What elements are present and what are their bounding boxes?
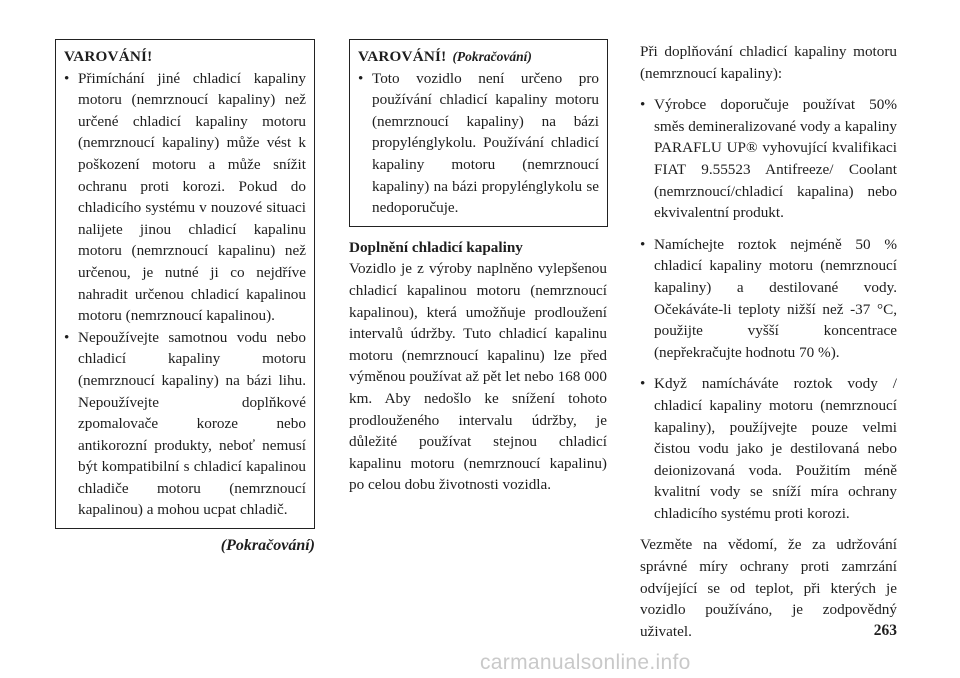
closing-paragraph: Vezměte na vědomí, že za udržování správné míry ochrany proti zamrzání odvíjející se od teplot, při kterých je vozidlo používáno, je zodpovědný uživatel. [640, 536, 897, 640]
column-middle [349, 39, 607, 496]
warning-box [55, 39, 315, 529]
intro-paragraph: Při doplňování chladicí kapaliny motoru (nemrznoucí kapaliny): [640, 43, 897, 82]
continued-label: (Pokračování) [220, 537, 315, 555]
page-number: 263 [873, 622, 897, 639]
warning-item: • Toto vozidlo není určeno pro používání chladicí kapaliny motoru (nemrznoucí kapaliny) na bázi propylénglykolu. Používání chladicí kapaliny motoru (nemrznoucí kapaliny) na bázi propylénglykolu se nedoporučuje. [358, 68, 599, 219]
section-paragraph: Vozidlo je z výroby naplněno vylepšenou chladicí kapalinou motoru (nemrznoucí kapalinou), která umožňuje prodloužení intervalů údržby. Tuto chladicí kapalinu motoru (nemrznoucí kapalinu) lze před výměnou používat až pět let nebo 168 000 km. Aby nedošlo ke snížení tohoto prodlouženého intervalu údržby, je důležité používat stejnou chladicí kapalinu motoru (nemrznoucí kapalinu) po celou dobu životnosti vozidla. [349, 260, 607, 494]
warning-item: • Nepoužívejte samotnou vodu nebo chladicí kapaliny motoru (nemrznoucí kapaliny) na bázi lihu. Nepoužívejte doplňkové zpomalovače koroze nebo antikorozní produkty, neboť nemusí být kompatibilní s chladicí kapalinou chladiče motoru (nemrznoucí kapalinou) a mohou ucpat chladič. [64, 327, 306, 521]
instruction-item: • Když namícháváte roztok vody / chladicí kapaliny motoru (nemrznoucí kapaliny), použíjvejte pouze velmi čistou vodu jako je destilovaná nebo deionizovaná voda. Použitím méně kvalitní vody se sníží míra ochrany chladicího systému proti korozi. [640, 373, 897, 524]
watermark: carmanualsonline.info [480, 651, 691, 674]
warning-box-continued [349, 39, 608, 227]
warning-item: • Přimíchání jiné chladicí kapaliny motoru (nemrznoucí kapaliny) než určené chladicí kapaliny motoru (nemrznoucí kapaliny) může vést k poškození motoru a může snížit ochranu proti korozi. Pokud do chladicího systému v nouzové situaci nalijete jinou chladicí kapalinu motoru (nemrznoucí kapalinu) než určenou, je nutné ji co nejdříve nahradit určenou chladicí kapalinou motoru (nemrznoucí kapalinou). [64, 68, 306, 327]
column-left [55, 39, 315, 557]
section-title: Doplnění chladicí kapaliny [349, 238, 523, 256]
warning-title: VAROVÁNÍ! [358, 48, 447, 65]
warning-header [358, 46, 599, 68]
instruction-item: • Namíchejte roztok nejméně 50 % chladicí kapaliny motoru (nemrznoucí kapaliny) a destilované vody. Očekáváte-li teploty nižší než -37 °C, použijte vyšší koncentrace (nepřekračujte hodnotu 70 %). [640, 234, 897, 364]
instruction-list [640, 94, 897, 524]
warning-list [64, 68, 306, 521]
warning-continued-label: (Pokračování) [452, 49, 532, 64]
warning-list [358, 68, 599, 219]
column-right [640, 41, 897, 652]
instruction-item: • Výrobce doporučuje používat 50% směs demineralizované vody a kapaliny PARAFLU UP® vyhovující kvalifikaci FIAT 9.55523 Antifreeze/ Coolant (nemrznoucí/chladicí kapalina) nebo ekvivalentní produkt. [640, 94, 897, 224]
warning-title: VAROVÁNÍ! [64, 48, 153, 65]
